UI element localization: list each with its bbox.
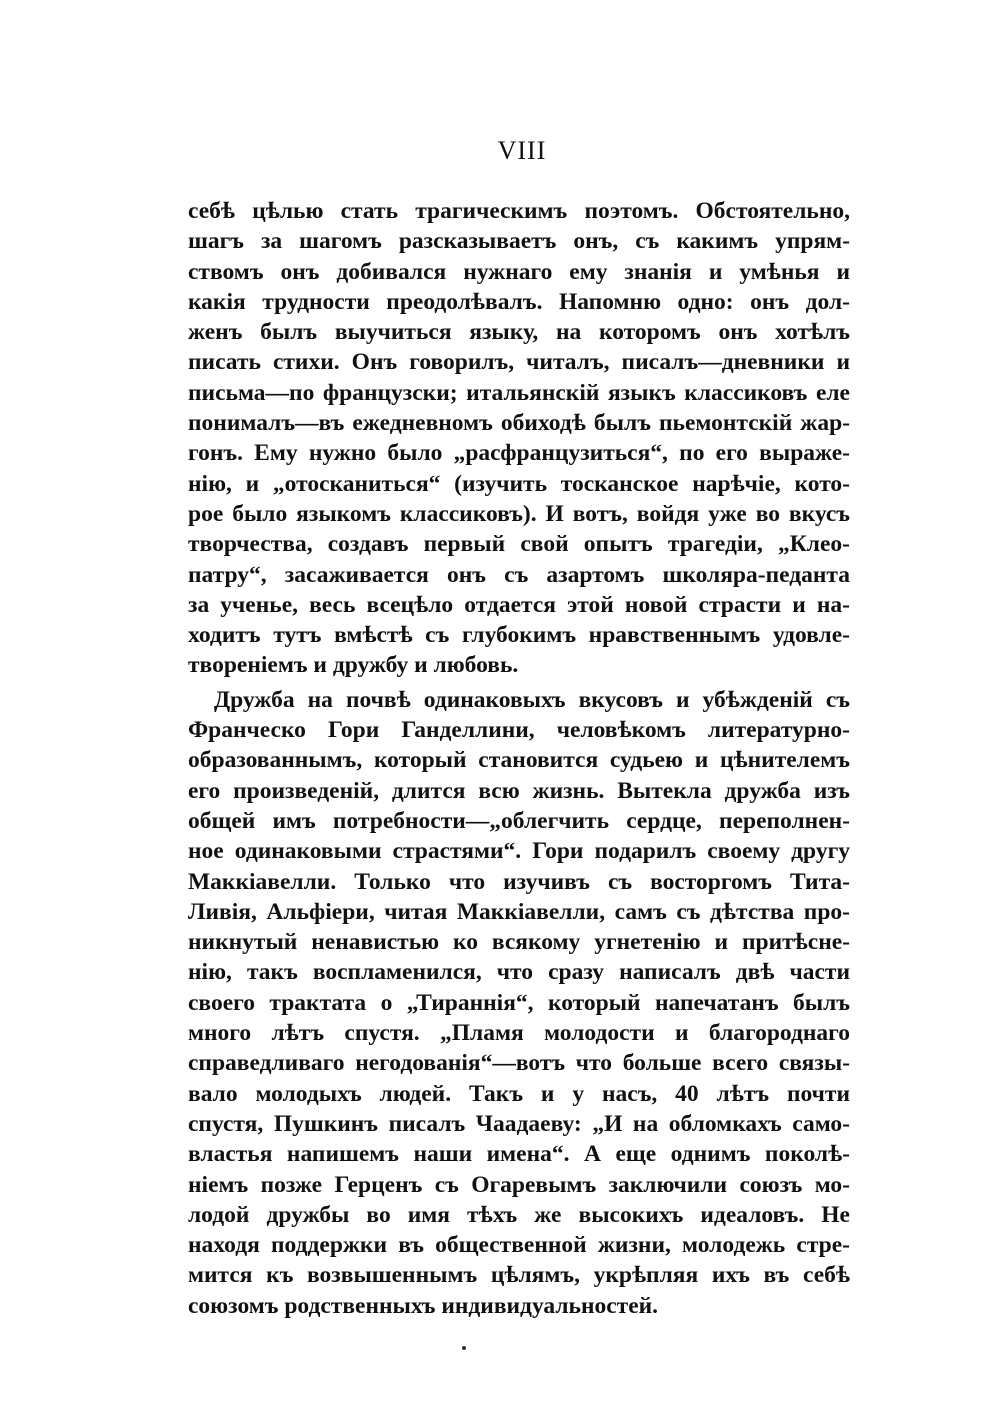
text-line: Ливія, Альфіери, читая Маккіавелли, самъ съ дѣтства про- xyxy=(188,898,850,925)
text-line: его произведеній, длится всю жизнь. Вытекла дружба изъ xyxy=(188,777,850,804)
text-line: за ученье, весь всецѣло отдается этой новой страсти и на- xyxy=(188,591,850,618)
text-line: гонъ. Ему нужно было „расфранцузиться“, по его выраже- xyxy=(188,440,850,467)
text-line: ное одинаковыми страстями“. Гори подарилъ своему другу xyxy=(188,838,850,865)
text-line: справедливаго негодованія“—вотъ что больше всего связы- xyxy=(188,1050,850,1077)
paragraph-2 xyxy=(188,685,850,1321)
text-line: нію, такъ воспламенился, что сразу написалъ двѣ части xyxy=(188,959,850,986)
text-line: патру“, засаживается онъ съ азартомъ школяра-педанта xyxy=(188,561,850,588)
text-line: твореніемъ и дружбу и любовь. xyxy=(188,652,519,679)
text-line: ствомъ онъ добивался нужнаго ему знанія и умѣнья и xyxy=(188,258,850,285)
text-line: ходитъ тутъ вмѣстѣ съ глубокимъ нравственнымъ удовле- xyxy=(188,622,850,649)
text-line: союзомъ родственныхъ индивидуальностей. xyxy=(188,1292,659,1319)
text-line: много лѣтъ спустя. „Пламя молодости и благороднаго xyxy=(188,1020,850,1047)
paragraph-1 xyxy=(188,196,850,681)
text-line: писать стихи. Онъ говорилъ, читалъ, писалъ—дневники и xyxy=(188,349,850,376)
text-line: никнутый ненавистью ко всякому угнетенію и притѣсне- xyxy=(188,929,850,956)
text-line: Дружба на почвѣ одинаковыхъ вкусовъ и убѣжденій съ xyxy=(214,686,850,713)
text-line: мится къ возвышеннымъ цѣлямъ, укрѣпляя ихъ въ себѣ xyxy=(188,1262,850,1289)
page-number: VIII xyxy=(497,136,547,165)
text-line: понималъ—въ ежедневномъ обиходѣ былъ пьемонтскій жар- xyxy=(188,410,850,437)
text-line: спустя, Пушкинъ писалъ Чаадаеву: „И на обломкахъ само- xyxy=(188,1110,850,1137)
print-speck xyxy=(462,1346,466,1350)
text-line: лодой дружбы во имя тѣхъ же высокихъ идеаловъ. Не xyxy=(188,1201,850,1228)
text-line: творчества, создавъ первый свой опытъ трагедіи, „Клео- xyxy=(188,531,850,558)
text-line: ніемъ позже Герценъ съ Огаревымъ заключили союзъ мо- xyxy=(188,1171,850,1198)
text-line: общей имъ потребности—„облегчить сердце, переполнен- xyxy=(188,807,850,834)
text-line: образованнымъ, который становится судьею и цѣнителемъ xyxy=(188,747,850,774)
text-line: письма—по французски; итальянскій языкъ классиковъ еле xyxy=(188,379,850,406)
text-line: шагъ за шагомъ разсказываетъ онъ, съ какимъ упрям- xyxy=(188,228,850,255)
body-text xyxy=(188,196,850,1321)
text-line: какія трудности преодолѣвалъ. Напомню одно: онъ дол- xyxy=(188,288,850,315)
text-line: властья напишемъ наши имена“. А еще однимъ поколѣ- xyxy=(188,1141,850,1168)
text-line: нію, и „отосканиться“ (изучить тосканское нарѣчіе, кото- xyxy=(188,470,850,497)
text-line: вало молодыхъ людей. Такъ и у насъ, 40 лѣтъ почти xyxy=(188,1080,850,1107)
text-line: женъ былъ выучиться языку, на которомъ онъ хотѣлъ xyxy=(188,319,850,346)
text-line: находя поддержки въ общественной жизни, молодежь стре- xyxy=(188,1232,850,1259)
text-line: Маккіавелли. Только что изучивъ съ восторгомъ Тита- xyxy=(188,868,850,895)
text-line: себѣ цѣлью стать трагическимъ поэтомъ. Обстоятельно, xyxy=(188,198,850,224)
text-line: своего трактата о „Тираннія“, который напечатанъ былъ xyxy=(188,989,850,1016)
text-line: Франческо Гори Ганделлини, человѣкомъ литературно- xyxy=(188,717,850,744)
text-line: рое было языкомъ классиковъ). И вотъ, войдя уже во вкусъ xyxy=(188,500,850,527)
